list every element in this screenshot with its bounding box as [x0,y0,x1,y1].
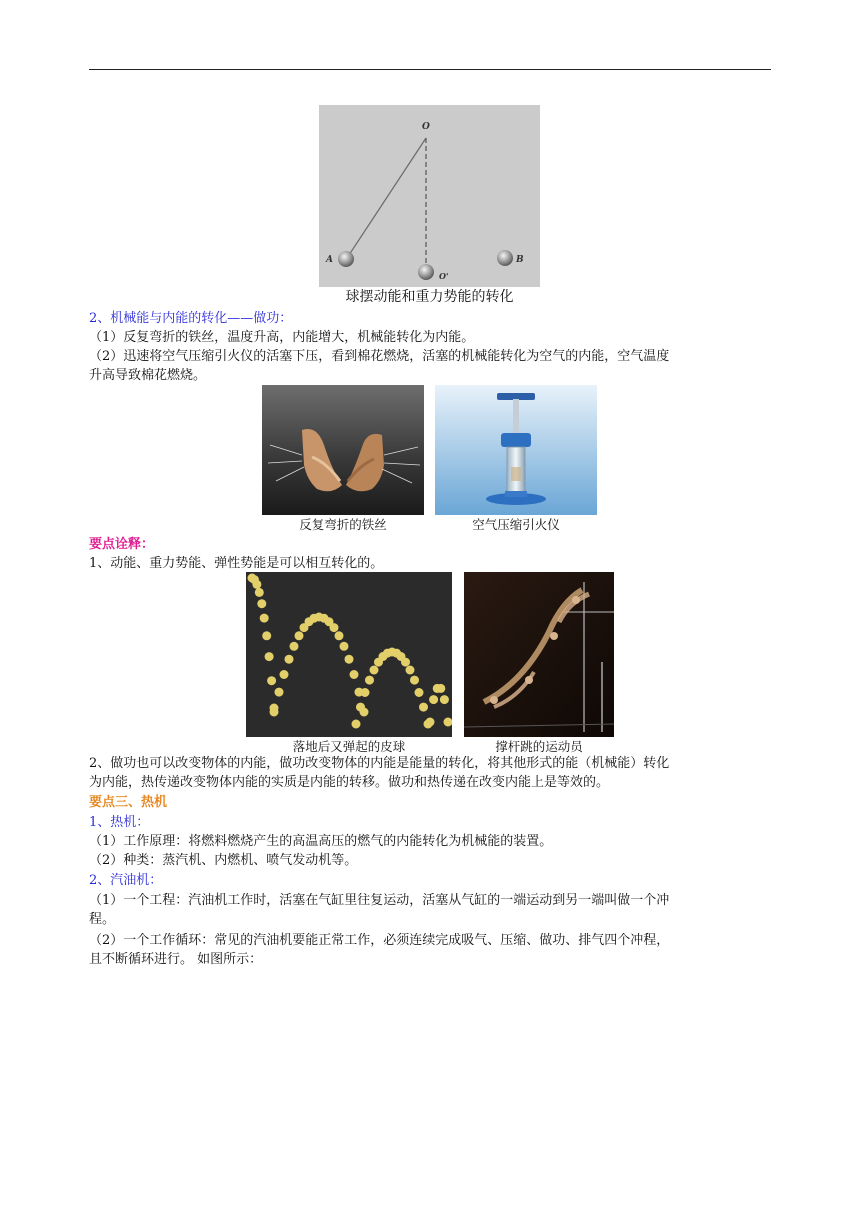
pump-caption: 空气压缩引火仪 [472,517,560,532]
ball-image [345,655,354,664]
pendulum-diagram [319,105,540,287]
air-compression-pump-photo [435,385,597,515]
ball-image [436,684,445,693]
ball-image [335,631,344,640]
ball-image [356,703,365,712]
section3-p4a: （2）一个工作循环：常见的汽油机要能正常工作，必须连续完成吸气、压缩、做功、排气四个冲程， [89,933,670,948]
ball-image [419,703,428,712]
notes-p1: 1、动能、重力势能、弹性势能是可以相互转化的。 [89,556,384,571]
section3-p4b: 且不断循环进行。 如图所示： [89,952,263,967]
label-o-prime: O' [439,271,449,281]
ball-image [267,676,276,685]
section2-p1: （1）反复弯折的铁丝，温度升高，内能增大，机械能转化为内能。 [89,330,475,345]
section3-p3a: （1）一个工程：汽油机工作时，活塞在气缸里往复运动，活塞从气缸的一端运动到另一端叫做一个冲 [89,893,670,908]
ball-image [285,655,294,664]
ball-image [270,708,279,717]
ball-image [295,631,304,640]
pole-vault-photo [464,572,614,737]
section3-p2: （2）种类：蒸汽机、内燃机、喷气发动机等。 [89,853,358,868]
ball-image [361,688,370,697]
ball-image [260,614,269,623]
notes-p2a: 2、做功也可以改变物体的内能，做功改变物体的内能是能量的转化，将其他形式的能（机械能）转化 [89,756,670,771]
section3-sub2: 2、汽油机： [89,873,163,888]
pole-vault-caption: 撑杆跳的运动员 [495,739,583,754]
ball-image [365,676,374,685]
section2-heading: 2、机械能与内能的转化——做功： [89,311,293,326]
bouncing-ball-photo [246,572,452,737]
label-a: A [326,255,333,265]
ball-image [370,666,379,675]
ball-image [440,695,449,704]
ball-image [350,670,359,679]
ball-image [257,599,266,608]
ball-image [262,631,271,640]
label-o: O [422,122,430,132]
header-rule [89,69,771,70]
ball-image [415,688,424,697]
section3-sub1: 1、热机： [89,815,150,830]
pendulum-figure [319,105,540,287]
ball-image [426,718,435,727]
ball-image [340,642,349,651]
section3-heading: 要点三、热机 [89,795,168,810]
pendulum-caption: 球摆动能和重力势能的转化 [345,289,514,305]
section3-p1: （1）工作原理：将燃料燃烧产生的高温高压的燃气的内能转化为机械能的装置。 [89,834,553,849]
ball-image [330,623,339,632]
ball-image [280,670,289,679]
section2-p2b: 升高导致棉花燃烧。 [89,368,207,383]
section2-p2a: （2）迅速将空气压缩引火仪的活塞下压，看到棉花燃烧，活塞的机械能转化为空气的内能，空气温度 [89,349,670,364]
bent-wire-photo [262,385,424,515]
ball-image [410,676,419,685]
ball-image [401,658,410,667]
ball-image [252,580,261,589]
notes-p2b: 为内能，热传递改变物体内能的实质是内能的转移。做功和热传递在改变内能上是等效的。 [89,775,610,790]
bouncing-ball-caption: 落地后又弹起的皮球 [292,739,406,754]
label-b: B [516,255,524,265]
ball-image [275,688,284,697]
ball-image [406,666,415,675]
notes-heading: 要点诠释： [89,537,155,552]
bent-wire-caption: 反复弯折的铁丝 [299,517,387,532]
ball-image [352,720,361,729]
ball-image [255,588,264,597]
ball-image [265,652,274,661]
ball-image [290,642,299,651]
section3-p3b: 程。 [89,912,116,927]
ball-image [429,695,438,704]
